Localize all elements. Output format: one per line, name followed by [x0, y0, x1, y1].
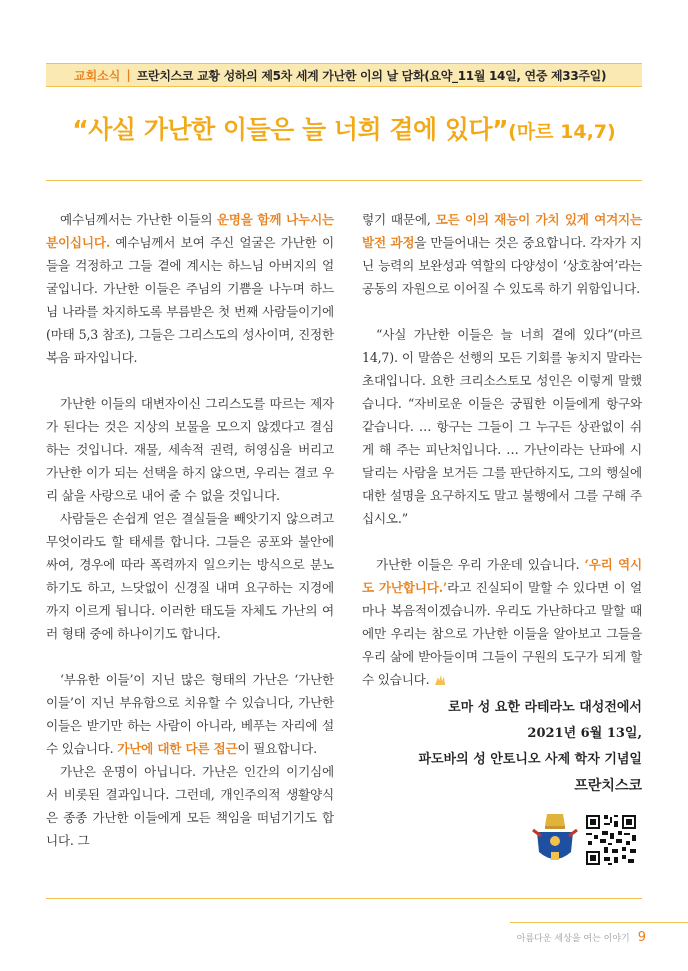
paragraph: “사실 가난한 이들은 늘 너희 곁에 있다”(마르 14,7). 이 말씀은 선행의 모든 기회를 놓치지 말라는 초대입니다. 요한 크리소스토모 성인은 이렇게 말했습니다. “자비로운 이들은 궁핍한 이들에게 항구와 같습니다. … 항구는 그들이 그 누구든 상관없이 쉬게 해 주는 피난처입니다. … 가난이라는 난파에 시달리는 사람을 보거든 그를 판단하지도, 그의 행실에 대한 설명을 요구하지도 말고 불행에서 그를 구해 주십시오.”: [362, 327, 642, 526]
footer: [517, 930, 646, 945]
paragraph: 가난은 운명이 아닙니다. 가난은 인간의 이기심에서 비롯된 결과입니다. 그런데, 개인주의적 생활양식은 종종 가난한 이들에게 모든 책임을 떠넘기기도 합니다. 그: [46, 764, 334, 848]
page-number: 9: [637, 930, 646, 945]
paragraph: 가난한 이들의 대변자이신 그리스도를 따르는 제자가 된다는 것은 지상의 보물을 모으지 않겠다고 결심하는 것입니다. 재물, 세속적 권력, 허영심을 버리고 가난한 이가 되는 선택을 하지 않으면, 우리는 결코 우리 삶을 사랑으로 내어 줄 수 없을 것입니다.: [46, 396, 334, 503]
signature-feast: 파도바의 성 안토니오 사제 학자 기념일: [418, 752, 642, 767]
footer-divider: [46, 898, 642, 899]
highlight-text: 가난에 대한 다른 접근: [117, 741, 238, 756]
title-quote: “사실 가난한 이들은 늘 너희 곁에 있다”: [72, 115, 509, 144]
highlight-text: ‘우리 역시도 가난합니다.’: [362, 557, 642, 595]
paragraph: 예수님께서는 가난한 이들의 운명을 함께 나누시는 분이십니다. 예수님께서 보여 주신 얼굴은 가난한 이들을 걱정하고 그들 곁에 계시는 하느님 아버지의 얼굴입니다. 가난한 이들은 주님의 기쁨을 나누며 하느님 나라를 차지하도록 부름받은 첫 번째 사람들이기에(마태 5,3 참조), 그들은 그리스도의 성사이며, 진정한 복음 파자입니다.: [46, 212, 334, 365]
footer-accent-line: [510, 922, 688, 923]
header-title: 프란치스코 교황 성하의 제5차 세계 가난한 이의 날 담화(요약_11월 14일, 연중 제33주일): [136, 68, 607, 83]
header-separator: |: [126, 68, 131, 82]
paragraph: 사람들은 손쉽게 얻은 결실들을 빼앗기지 않으려고 무엇이라도 할 태세를 합니다. 그들은 공포와 불안에 싸여, 경우에 따라 폭력까지 일으키는 방식으로 분노하기도 하고, 느닷없이 신경질 내며 요구하는 지경에까지 이르게 됩니다. 이러한 태도들 자체도 가난의 여러 형태 중에 하나이기도 합니다.: [46, 511, 334, 641]
signature-name: 프란치스코: [574, 778, 642, 794]
title-divider: [46, 180, 642, 181]
paragraph: 가난한 이들은 우리 가운데 있습니다. ‘우리 역시도 가난합니다.’라고 진실되이 말할 수 있다면 이 얼마나 복음적이겠습니까. 우리도 가난하다고 말할 때에만 우리는 참으로 가난한 이들을 알아보고 그들을 우리 삶에 받아들이며 그들이 구원의 도구가 되게 할 수 있습니다.: [362, 557, 642, 687]
paragraph: 렇기 때문에, 모든 이의 재능이 가치 있게 여겨지는 발전 과정을 만들어내는 것은 중요합니다. 각자가 지닌 능력의 보완성과 역할의 다양성이 ‘상호참여’라는 공동의 자원으로 이어질 수 있도록 하기 위함입니다.: [362, 212, 643, 296]
page-title: [0, 110, 688, 146]
highlight-text: 모든 이의 재능이 가치 있게 여겨지는 발전 과정: [362, 212, 642, 250]
hands-icon: [433, 672, 447, 686]
left-column: [46, 208, 334, 852]
right-column: [362, 208, 642, 691]
signature-date: 2021년 6월 13일,: [527, 726, 642, 741]
section-tag: 교회소식: [74, 68, 121, 83]
title-reference: (마르 14,7): [508, 121, 616, 143]
highlight-text: 운명을 함께 나누시는 분이십니다.: [46, 212, 334, 250]
signature-place: 로마 성 요한 라테라노 대성전에서: [448, 700, 642, 715]
paragraph: ‘부유한 이들’이 지닌 많은 형태의 가난은 ‘가난한 이들’이 지닌 부유함으로 치유할 수 있습니다, 가난한 이들은 받기만 하는 사람이 아니라, 베푸는 자리에 설 수 있습니다. 가난에 대한 다른 접근이 필요합니다.: [46, 672, 334, 756]
papal-emblem: [531, 812, 579, 868]
signature-block: [418, 695, 642, 799]
magazine-title: 아름다운 세상을 여는 이야기: [516, 934, 630, 944]
header-bar: [46, 63, 642, 87]
qr-code: [584, 813, 638, 867]
